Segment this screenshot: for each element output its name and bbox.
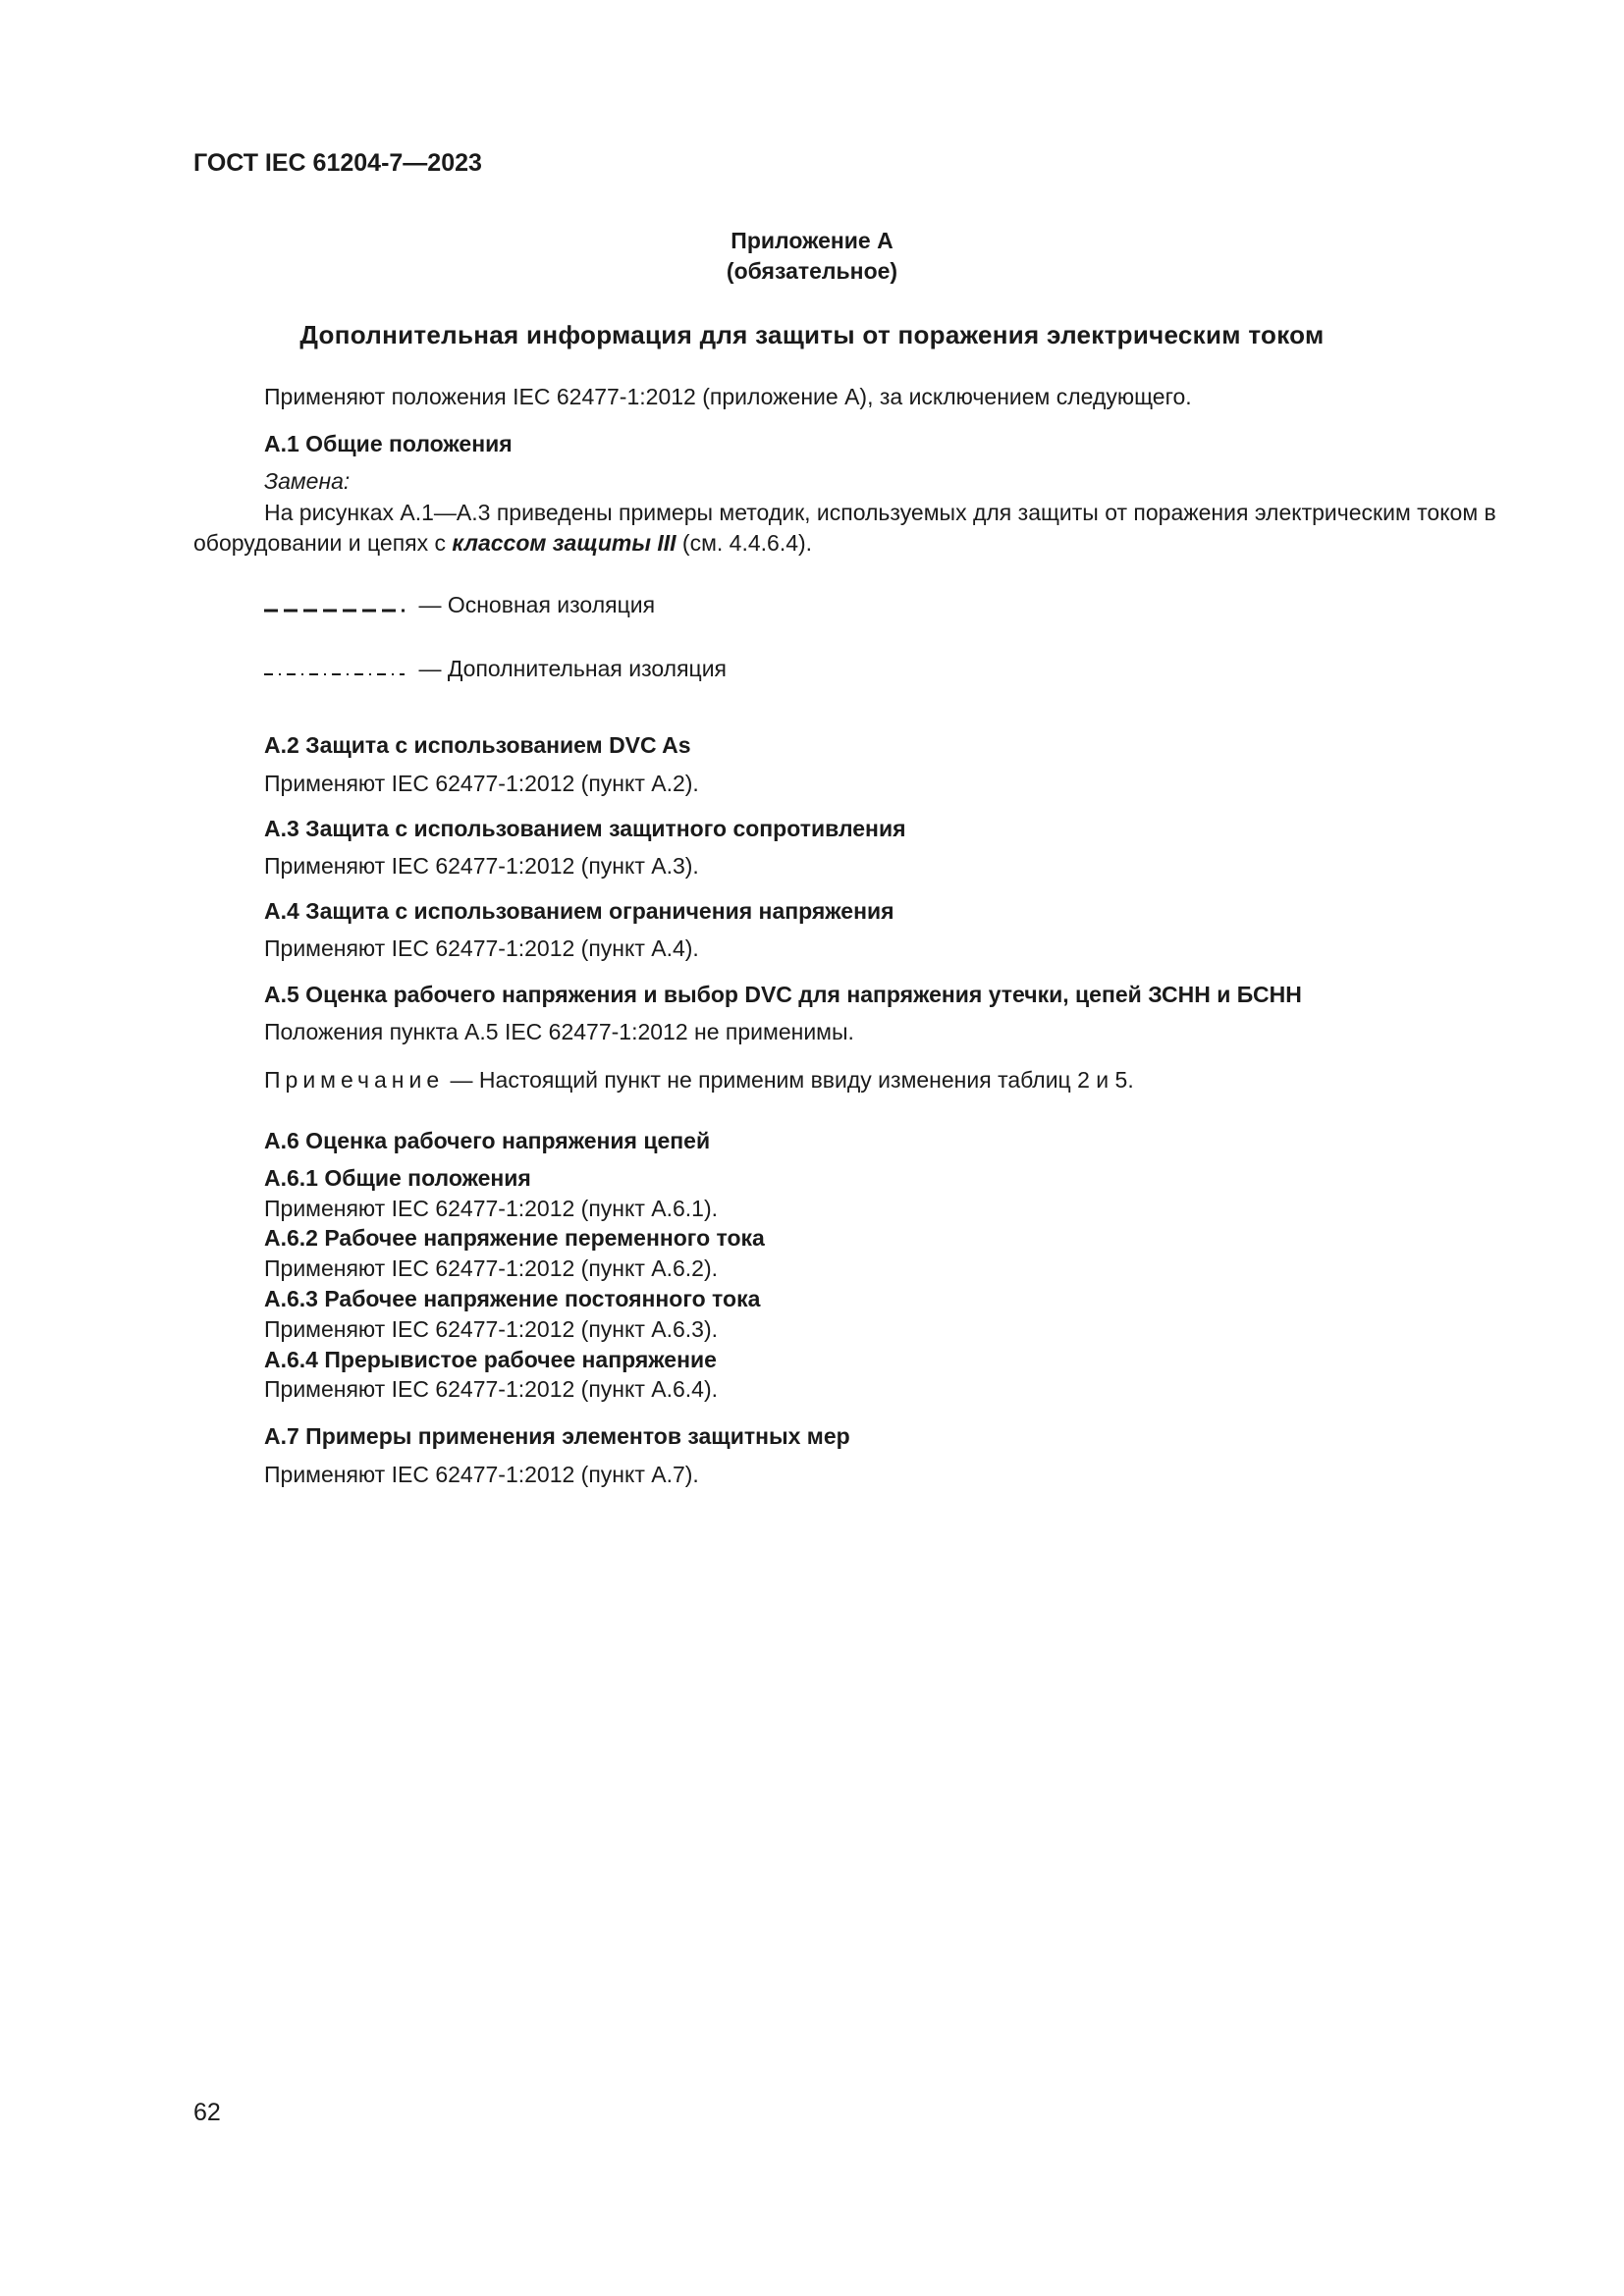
section-a4-heading: А.4 Защита с использованием ограничения напряжения bbox=[264, 898, 894, 924]
section-a4-text: Применяют IEC 62477-1:2012 (пункт А.4). bbox=[264, 935, 699, 961]
section-a5-heading: А.5 Оценка рабочего напряжения и выбор DVC для напряжения утечки, цепей ЗСНН и БСНН bbox=[264, 982, 1302, 1007]
note-text: — Настоящий пункт не применим ввиду изменения таблиц 2 и 5. bbox=[450, 1067, 1134, 1093]
legend-label: — Основная изоляция bbox=[418, 592, 656, 617]
section-a3-heading: А.3 Защита с использованием защитного сопротивления bbox=[264, 816, 906, 841]
note bbox=[264, 1067, 1134, 1094]
a1-paragraph bbox=[193, 498, 1529, 559]
section-a6-heading: А.6 Оценка рабочего напряжения цепей bbox=[264, 1128, 711, 1153]
section-a6-2-heading: А.6.2 Рабочее напряжение переменного тока bbox=[264, 1225, 765, 1251]
note-label: Примечание bbox=[264, 1067, 445, 1093]
replacement-label: Замена: bbox=[264, 468, 351, 494]
dashed-line-symbol bbox=[264, 599, 406, 618]
section-a7-heading: А.7 Примеры применения элементов защитных мер bbox=[264, 1423, 850, 1449]
section-a6-4-text: Применяют IEC 62477-1:2012 (пункт А.6.4). bbox=[264, 1376, 718, 1402]
appendix-title: Приложение А bbox=[731, 228, 893, 253]
page-number: 62 bbox=[193, 2099, 221, 2126]
protection-class-term: классом защиты III bbox=[452, 530, 677, 556]
legend-supplementary-insulation bbox=[264, 656, 727, 682]
section-a7-text: Применяют IEC 62477-1:2012 (пункт А.7). bbox=[264, 1462, 699, 1487]
section-a6-3-text: Применяют IEC 62477-1:2012 (пункт А.6.3). bbox=[264, 1316, 718, 1342]
appendix-status: (обязательное) bbox=[726, 258, 898, 284]
section-a6-4-heading: А.6.4 Прерывистое рабочее напряжение bbox=[264, 1347, 717, 1372]
section-a6-2-text: Применяют IEC 62477-1:2012 (пункт А.6.2). bbox=[264, 1255, 718, 1281]
section-a6-1-text: Применяют IEC 62477-1:2012 (пункт А.6.1). bbox=[264, 1196, 718, 1221]
legend-basic-insulation bbox=[264, 592, 655, 618]
appendix-heading: Дополнительная информация для защиты от поражения электрическим током bbox=[299, 320, 1325, 349]
section-a2-heading: А.2 Защита с использованием DVC As bbox=[264, 732, 691, 758]
section-a6-3-heading: А.6.3 Рабочее напряжение постоянного тока bbox=[264, 1286, 761, 1311]
legend-label: — Дополнительная изоляция bbox=[418, 656, 727, 681]
dash-dot-line-symbol bbox=[264, 663, 406, 682]
section-a5-text: Положения пункта А.5 IEC 62477-1:2012 не применимы. bbox=[264, 1019, 854, 1044]
document-code: ГОСТ IEC 61204-7—2023 bbox=[193, 149, 482, 177]
section-a1-heading: А.1 Общие положения bbox=[264, 431, 513, 456]
a1-paragraph-end: (см. 4.4.6.4). bbox=[676, 530, 813, 556]
section-a2-text: Применяют IEC 62477-1:2012 (пункт А.2). bbox=[264, 771, 699, 796]
a1-paragraph-start: На рисунках А.1—А.3 приведены примеры методик, используемых для защиты от поражения электрическим током в оборудовании и цепях с bbox=[193, 500, 1496, 556]
section-a6-1-heading: А.6.1 Общие положения bbox=[264, 1165, 531, 1191]
section-a3-text: Применяют IEC 62477-1:2012 (пункт А.3). bbox=[264, 853, 699, 879]
intro-paragraph: Применяют положения IEC 62477-1:2012 (приложение А), за исключением следующего. bbox=[264, 384, 1192, 409]
